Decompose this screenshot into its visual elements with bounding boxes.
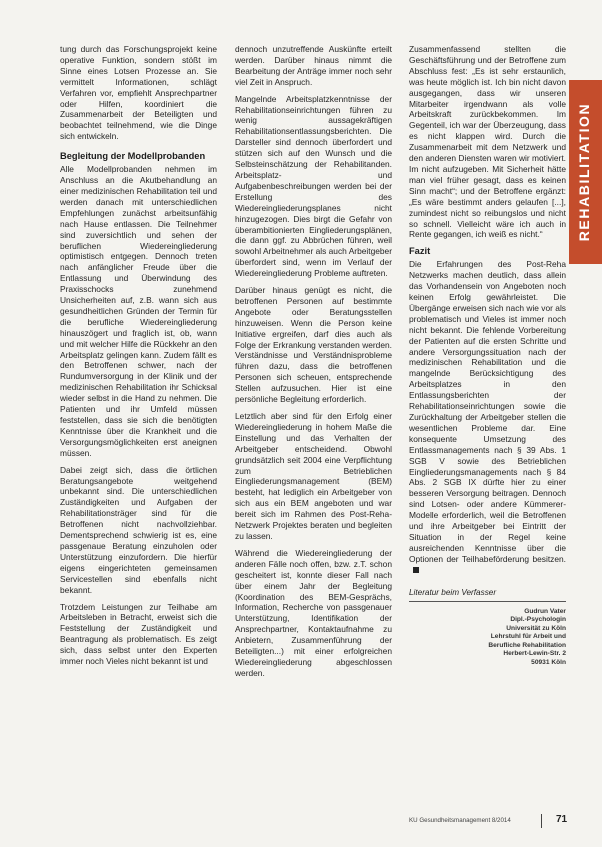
text-column-1 — [60, 44, 217, 673]
paragraph — [409, 259, 566, 575]
paragraph: dennoch unzutreffende Auskünfte erteilt werden. Darüber hinaus nimmt die Bearbeitung der Anträge immer noch sehr viel Zeit in Anspruch. — [235, 44, 392, 87]
paragraph: Zusammenfassend stellten die Geschäftsführung und der Betroffene zum Abschluss fest: „Es ist sehr erstaunlich, was heute möglich ist. Ich bin nicht davon ausgegangen, dass wir unseren Mitarbeiter irgendwann als volle Arbeitskraft zurückbekommen. Im Gegenteil, ich war der Überzeugung, dass es nicht klappen wird. Durch die Zusammenarbeit mit dem Netzwerk und den anderen Diensten waren wir motiviert. Im nicht aufzugeben. Mit Sicherheit hätte man viel früher gesagt, dass es keinen Sinn macht“; und der Betroffene ergänzt: „Es wäre bestimmt anders gelaufen [...], zumindest nicht so reibungslos und nicht so schnell. Vielleicht wäre ich auch in Rente gegangen, ich weiß es nicht.“ — [409, 44, 566, 240]
paragraph: Mangelnde Arbeitsplatzkenntnisse der Rehabilitationseinrichtungen führen zu wenig aussagekräftigen Rehabilitationsentlassungsberichten. Die Darsteller sind dennoch überfordert und stützen sich auf den Wunsch und die Selbsteinschätzung der Rehabilitanden. Arbeitsplatz- und Aufgabenbeschreibungen werden bei der Erstellung des Wiedereingliederungsplanes nicht hinzugezogen. Dies birgt die Gefahr von überambitionierten Eingliederungsplänen, die dann ggf. zu Abbrüchen führen, weil sowohl Arbeitnehmer als auch Arbeitgeber überfordert sind, wenn im Verlauf der Wiedereingliederung Probleme auftreten. — [235, 93, 392, 279]
paragraph: Letztlich aber sind für den Erfolg einer Wiedereingliederung in hohem Maße die Einstellung und das Verhalten der Arbeitgeber entscheidend. Obwohl grundsätzlich seit 2004 eine Verpflichtung zum Betrieblichen Eingliederungsmanagement (BEM) besteht, hat lediglich ein Arbeitgeber von sich aus ein BEM angeboten und war bereit sich im Rahmen des Post-Reha-Netzwerk Projektes beraten und begleiten zu lassen. — [235, 411, 392, 541]
author-line: Gudrun Vater — [524, 607, 566, 615]
paragraph: Während die Wiedereingliederung der anderen Fälle noch offen, bzw. z.T. schon gescheitert ist, konnte dieser Fall nach über einem Jahr der Begleitung (Koordination des BEM-Gesprächs, Information, Recherche von passgenauer Unterstützung, Identifikation der Ansprechpartner, Kontaktaufnahme zu Anbietern, Zusammenführung der Beteiligten...) mit einer erfolgreichen Wiedereingliederung abgeschlossen werden. — [235, 547, 392, 678]
author-line: Lehrstuhl für Arbeit und — [490, 633, 566, 640]
author-line: 50931 Köln — [531, 658, 566, 666]
section-heading: Begleitung der Modellprobanden — [60, 151, 206, 162]
paragraph: Darüber hinaus genügt es nicht, die betroffenen Personen auf bestimmte Angebote oder Beratungsstellen hinzuweisen. Wenn die Person keine Initiative ergreifen, darf dies auch als Folge der Erkrankung verstanden werden. Verständnisse und Verständnisprobleme führen dazu, dass die betroffenen Personen sich scheuen, entsprechende Stellen aufzusuchen. Hier ist eine persönliche Begleitung erforderlich. — [235, 285, 392, 405]
section-tab-label: REHABILITATION — [576, 102, 592, 242]
paragraph: Alle Modellprobanden nehmen im Anschluss an die Akutbehandlung an einer medizinischen Rehabilitation teil und werden danach mit unterschiedlichen Empfehlungen zunächst arbeitsunfähig nach Hause entlassen. Die Teilnehmer sind zuversichtlich und sehen der beruflichen Wiedereingliederung optimistisch entgegen. Dennoch treten nach anfänglicher Freude über die Entlassung und Überwindung des Praxisschocks zunehmend Unsicherheiten auf, z.B. wann sich aus gesundheitlichen Gründen der Termin für die berufliche Wiedereingliederung hinauszögert und fraglich ist, ob, wann und mit welcher Hilfe die Rückkehr an den Arbeitsplatz gelingen kann. Zudem fällt es den Betroffenen schwer, nach der Rundumversorgung in der Klinik und der medizinischen Rehabilitation ihr Schicksal wieder selbst in die Hand zu nehmen. Die Patienten und ihr Umfeld müssen feststellen, dass sie sich die benötigten Kenntnisse über die Krankheit und die Versorgungsmöglichkeiten erst aneignen müssen. — [60, 164, 217, 458]
text-column-3 — [409, 44, 566, 667]
end-of-article-square-icon — [413, 567, 419, 573]
author-line: Universität zu Köln — [506, 624, 566, 632]
page-footer — [409, 814, 579, 828]
author-line: Dipl.-Psychologin — [510, 616, 566, 623]
page-number: 71 — [556, 814, 568, 825]
author-line: Herbert-Lewin-Str. 2 — [503, 650, 566, 657]
fazit-heading: Fazit — [409, 246, 431, 257]
literature-note: Literatur beim Verfasser — [409, 588, 566, 602]
author-info — [409, 608, 566, 668]
paragraph-text: Die Erfahrungen des Post-Reha Netzwerks machen deutlich, dass allein das Vorhandensein von Angeboten noch keinen Erfolg gewährleistet. Die Übergänge erweisen sich nach wie vor als problematisch und Vieles ist immer noch nicht bekannt. Die fehlende Vorbereitung der Patienten auf die ersten Schritte und andere Versorgungssituation nach der medizinischen Rehabilitation und die mangelnde Berücksichtigung des Arbeitsplatzes in den Entlassungsberichten der Rehabilitationseinrichtungen sowie die Zurückhaltung der Arbeitgeber stellen die wesentlichen Probleme dar. Eine konsequente Umsetzung des Entlassmanagements nach § 39 Abs. 1 SGB V sowie des Betrieblichen Eingliederungsmanagements nach § 84 Abs. 2 SGB IX dürfte hier zu einer besseren Versorgung beitragen. Dennoch sind Lotsen- oder andere Kümmerer-Modelle erforderlich, weil die Betroffenen und ihre Arbeitgeber bei Eintritt der Situation in der Regel keine ausreichenden Kenntnisse über die Optionen der Teilhabeförderung besitzen. — [409, 259, 566, 564]
footer-divider — [541, 814, 542, 828]
journal-name: KU Gesundheitsmanagement 8/2014 — [409, 817, 511, 824]
paragraph: Dabei zeigt sich, dass die örtlichen Beratungsangebote weitgehend unbekannt sind. Die unterschiedlichen Zuständigkeiten und Aufgaben der Rehabilitationsträger sind für die Betroffenen nicht nachvollziehbar. Dementsprechend schwierig ist es, eine passgenaue Beratung einzuholen oder Unterstützung einzufordern. Die hierfür eigens eingerichteten gemeinsamen Servicestellen sind ebenfalls nicht bekannt. — [60, 464, 217, 595]
paragraph: tung durch das Forschungsprojekt keine operative Funktion, sondern stößt im Sinne eines Lotsen Prozesse an. Sie vermittelt Informationen, schlägt Verfahren vor, empfiehlt Ansprechpartner oder Hilfen, koordiniert die Zusammenarbeit der Beteiligten und beobachtet teilnehmend, wie die Dinge sich entwickeln. — [60, 44, 217, 142]
text-column-2 — [235, 44, 392, 685]
paragraph: Trotzdem Leistungen zur Teilhabe am Arbeitsleben in Betracht, erweist sich die Feststellung der Zuständigkeit und Beantragung als problematisch. Es zeigt sich, dass selbst unter den Experten immer noch Vieles nicht bekannt ist und — [60, 601, 217, 667]
author-line: Berufliche Rehabilitation — [488, 641, 566, 649]
